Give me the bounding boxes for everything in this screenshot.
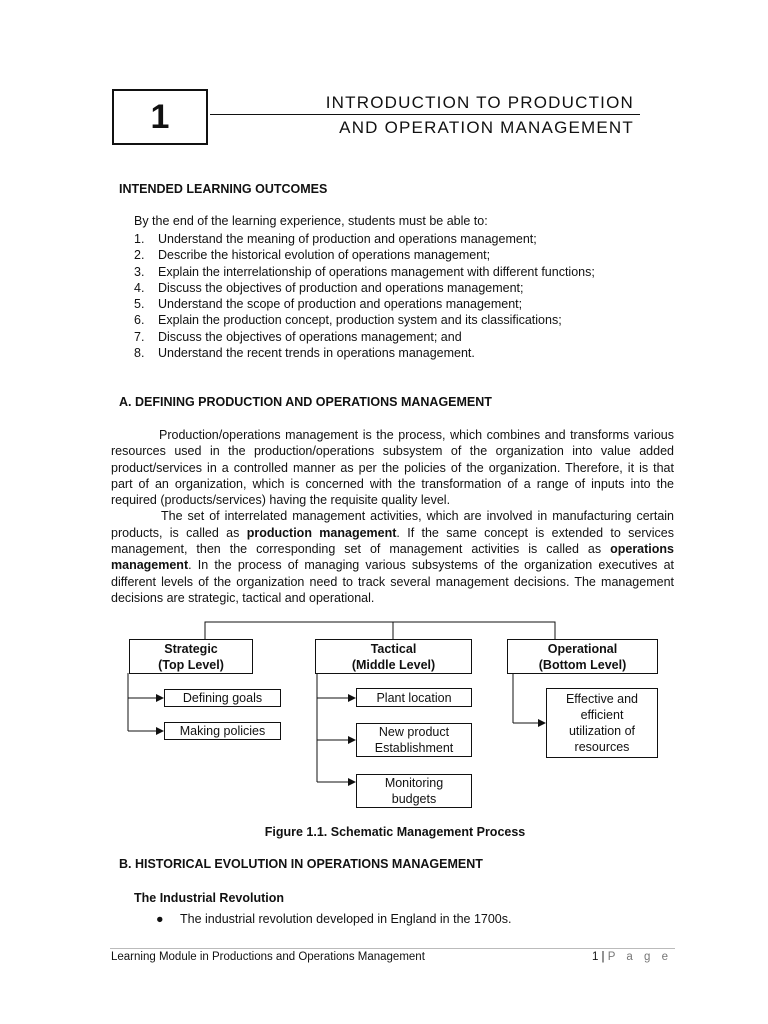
new-product-line2: Establishment <box>374 741 454 755</box>
section-b-subheading: The Industrial Revolution <box>134 891 285 905</box>
connector-top-bracket <box>205 622 555 639</box>
bullet-item: The industrial revolution developed in England in the 1700s. <box>180 912 512 926</box>
chapter-number: 1 <box>150 97 170 136</box>
list-item-number: 5. <box>134 297 145 312</box>
operational-title: Operational <box>547 641 618 656</box>
defining-goals-label: Defining goals <box>182 691 263 705</box>
term-operations-management: operations management <box>111 542 674 573</box>
ilo-heading: INTENDED LEARNING OUTCOMES <box>119 182 328 196</box>
list-item-text: Discuss the objectives of production and operations management; <box>158 280 524 295</box>
list-item-number: 8. <box>134 346 145 361</box>
monitoring-line1: Monitoring <box>384 776 444 790</box>
page-word: P a g e <box>607 951 672 963</box>
effective-line1: Effective and <box>565 692 639 706</box>
effective-line3: utilization of <box>568 724 635 738</box>
box-tactical <box>315 639 472 674</box>
plant-location-label: Plant location <box>376 690 452 705</box>
footer-page <box>592 951 672 963</box>
list-item-text: Discuss the objectives of operations management; and <box>158 329 462 344</box>
making-policies-label: Making policies <box>179 724 266 738</box>
list-item-text: Describe the historical evolution of operations management; <box>158 248 491 263</box>
strategic-title: Strategic <box>164 641 218 656</box>
ilo-intro: By the end of the learning experience, students must be able to: <box>134 214 488 228</box>
figure-caption: Figure 1.1. Schematic Management Process <box>264 825 526 839</box>
strategic-subtitle: (Top Level) <box>158 657 224 672</box>
box-strategic <box>129 639 253 674</box>
list-item-number: 7. <box>134 329 145 344</box>
section-b-heading: B. HISTORICAL EVOLUTION IN OPERATIONS MANAGEMENT <box>119 857 483 871</box>
paragraph-2-part-c: . If the same concept is extended to services management, then the corresponding set of management activities is called as <box>111 525 675 557</box>
list-item-text: Explain the production concept, production system and its classifications; <box>158 313 562 328</box>
new-product-line1: New product <box>378 725 450 739</box>
list-item-text: Explain the interrelationship of operations management with different functions; <box>158 264 595 279</box>
effective-line4: resources <box>574 740 630 754</box>
list-item-number: 1. <box>134 232 145 246</box>
paragraph-2-part-a: The set of interrelated management activities, which are involved in manufacturing certain products, is called as <box>111 509 674 540</box>
page-separator: | <box>601 951 605 963</box>
list-item-number: 3. <box>134 264 145 279</box>
box-operational <box>507 639 658 674</box>
list-item-number: 4. <box>134 280 145 295</box>
operational-subtitle: (Bottom Level) <box>538 657 627 672</box>
footer-rule <box>110 948 675 949</box>
list-item-number: 6. <box>134 313 145 328</box>
box-new-product <box>356 723 472 757</box>
section-a-heading: A. DEFINING PRODUCTION AND OPERATIONS MANAGEMENT <box>119 395 492 409</box>
paragraph-1: Production/operations management is the process, which combines and transforms various resources used in the production/operations subsystem of the organization into value added product/services in a controlled manner as per the policies of the organization. Therefore, it is that part of an organization, which is concerned with the transformation of a range of inputs into the required (products/services) having the requisite quality level. <box>111 428 674 508</box>
page-number: 1 <box>591 951 599 963</box>
effective-line2: efficient <box>580 708 624 722</box>
title-line1: INTRODUCTION TO PRODUCTION <box>325 93 634 112</box>
tactical-subtitle: (Middle Level) <box>351 657 436 672</box>
monitoring-line2: budgets <box>391 792 437 806</box>
term-production-management: production management <box>246 525 397 540</box>
box-monitoring-budgets <box>356 774 472 808</box>
box-effective-utilization <box>546 688 658 758</box>
list-item-text: Understand the scope of production and operations management; <box>158 297 523 312</box>
footer-title: Learning Module in Productions and Operations Management <box>111 951 425 963</box>
list-item-text: Understand the recent trends in operations management. <box>158 346 475 361</box>
bullet-icon: ● <box>156 912 164 926</box>
list-item-number: 2. <box>134 248 145 263</box>
list-item-text: Understand the meaning of production and operations management; <box>158 232 537 246</box>
title-line2: AND OPERATION MANAGEMENT <box>339 118 634 137</box>
box-plant-location <box>356 688 472 707</box>
paragraph-2-part-d: . In the process of managing various subsystems of the organization executives at different levels of the organization need to track several management decisions. The management decisions are strategic, tactical and operational. <box>111 558 674 605</box>
tactical-title: Tactical <box>370 641 417 656</box>
box-making-policies <box>164 722 281 740</box>
box-defining-goals <box>164 689 281 707</box>
